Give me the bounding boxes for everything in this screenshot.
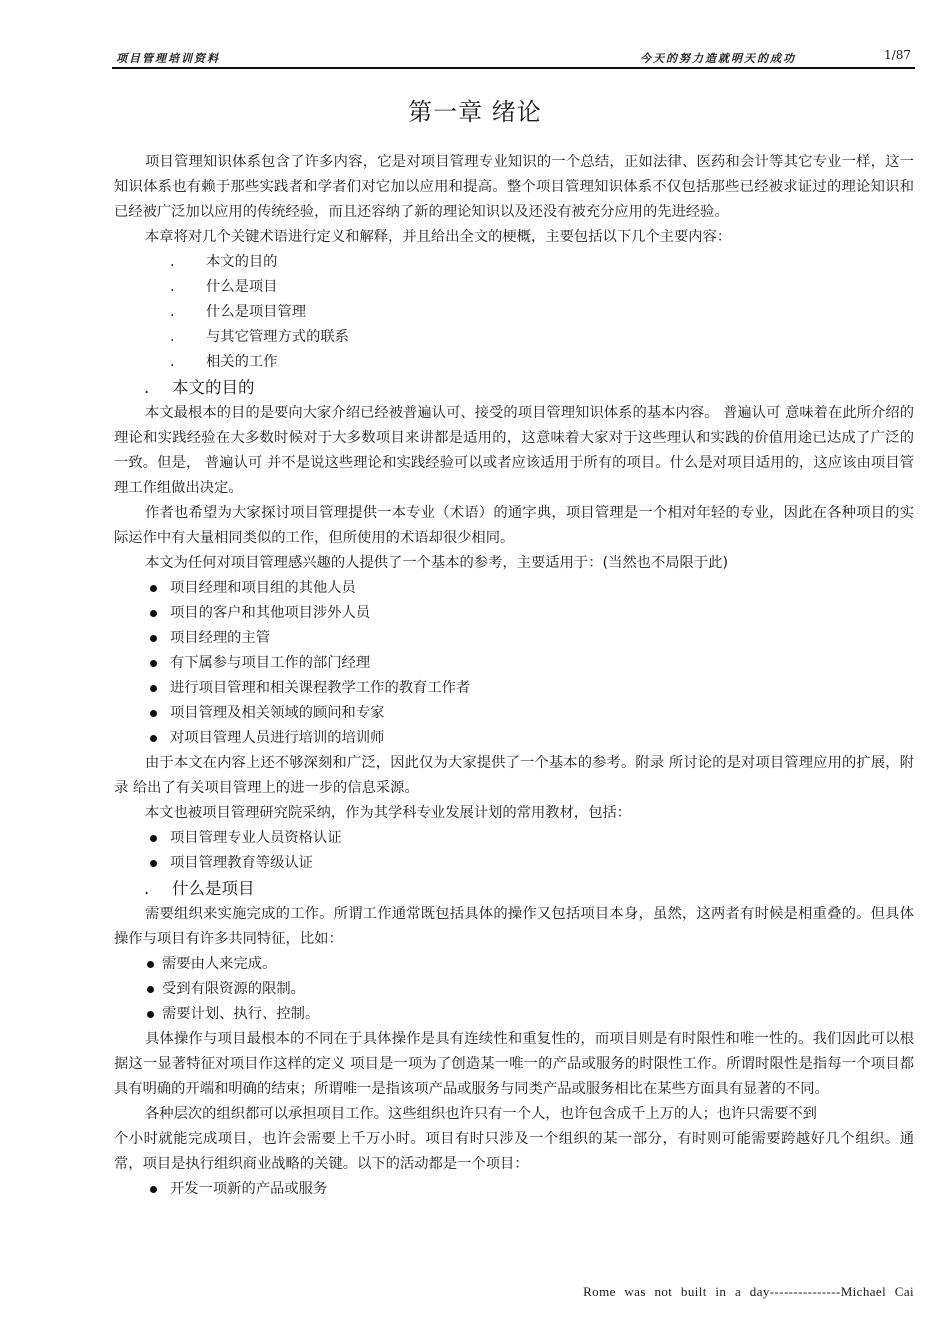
toc-item <box>114 250 914 275</box>
toc-marker: . <box>170 354 175 370</box>
section1-paragraph-3: 本文为任何对项目管理感兴趣的人提供了一个基本的参考，主要适用于：(当然也不局限于此) <box>145 555 729 571</box>
audience-item: 项目经理和项目组的其他人员 <box>114 576 914 601</box>
audience-item: 有下属参与项目工作的部门经理 <box>114 651 914 676</box>
section-marker: . <box>144 378 150 397</box>
section1-paragraph-2: 作者也希望为大家探讨项目管理提供一本专业（术语）的通字典，项目管理是一个相对年轻的专业，因此在各种项目的实际运作中有大量相同类似的工作，但所使用的术语却很少相同。 <box>114 505 914 546</box>
section-heading-purpose <box>114 375 914 401</box>
feature-item: 需要由人来完成。 <box>114 952 914 977</box>
toc-item <box>114 300 914 325</box>
section1-paragraph-4: 由于本文在内容上还不够深刻和广泛，因此仅为大家提供了一个基本的参考。附录 所讨论的是对项目管理应用的扩展，附录 给出了有关项目管理上的进一步的信息采源。 <box>114 755 914 796</box>
section2-paragraph-3-line1: 各种层次的组织都可以承担项目工作。这些组织也许只有一个人，也许包含成千上万的人；也许只需要不到 <box>145 1106 817 1122</box>
section2-paragraph-1: 需要组织来实施完成的工作。所谓工作通常既包括具体的操作又包括项目本身，虽然，这两者有时候是相重叠的。但具体操作与项目有许多共同特征，比如： <box>114 906 914 947</box>
bullet-dot-icon <box>150 685 157 692</box>
page-header <box>112 50 915 68</box>
toc-item-label: 相关的工作 <box>206 354 278 370</box>
bullet-dot-icon <box>150 735 157 742</box>
bullet-dot-icon <box>150 585 157 592</box>
audience-item: 对项目管理人员进行培训的培训师 <box>114 726 914 751</box>
toc-marker: . <box>170 279 175 295</box>
bullet-dot-icon <box>147 961 154 968</box>
section1-paragraph-5: 本文也被项目管理研究院采纳，作为其学科专业发展计划的常用教材，包括： <box>145 805 632 821</box>
page-footer-quote: Rome was not built in a day---------------Michael Cai <box>583 1284 914 1299</box>
toc-marker: . <box>170 329 175 345</box>
toc-item <box>114 275 914 300</box>
bullet-dot-icon <box>150 635 157 642</box>
feature-item: 需要计划、执行、控制。 <box>114 1002 914 1027</box>
bullet-dot-icon <box>147 986 154 993</box>
toc-item <box>114 350 914 375</box>
cert-item: 项目管理专业人员资格认证 <box>114 826 914 851</box>
toc-item-label: 与其它管理方式的联系 <box>206 329 349 345</box>
bullet-dot-icon <box>150 710 157 717</box>
audience-item: 项目的客户和其他项目涉外人员 <box>114 601 914 626</box>
page-number: 1/87 <box>884 48 911 62</box>
bullet-dot-icon <box>150 610 157 617</box>
header-doc-title: 项目管理培训资料 <box>116 52 220 65</box>
intro-paragraph-1: 项目管理知识体系包含了许多内容，它是对项目管理专业知识的一个总结，正如法律、医药和会计等其它专业一样，这一知识体系也有赖于那些实践者和学者们对它加以应用和提高。整个项目管理知识体系不仅包括那些已经被求证过的理论知识和已经被广泛加以应用的传统经验，而且还容纳了新的理论知识以及还没有被充分应用的先进经验。 <box>114 154 914 220</box>
section-heading-project <box>114 876 914 902</box>
toc-item-label: 本文的目的 <box>206 254 278 270</box>
bullet-dot-icon <box>147 1011 154 1018</box>
cert-item: 项目管理教育等级认证 <box>114 851 914 876</box>
section1-paragraph-1: 本文最根本的目的是要向大家介绍已经被普遍认可、接受的项目管理知识体系的基本内容。 普遍认可 意味着在此所介绍的理论和实践经验在大多数时候对于大多数项目来讲都是适用的，这意味着大家对于这些理认和实践的价值用途已达成了广泛的一致。但是， 普遍认可 并不是说这些理论和实践经验可以或者应该适用于所有的项目。什么是对项目适用的，这应该由项目管理工作组做出决定。 <box>114 405 914 496</box>
section2-paragraph-2: 具体操作与项目最根本的不同在于具体操作是具有连续性和重复性的，而项目则是有时限性和唯一性的。我们因此可以根据这一显著特征对项目作这样的定义 项目是一项为了创造某一唯一的产品或服务的时限性工作。所谓时限性是指每一个项目都具有明确的开端和明确的结束；所谓唯一是指该项产品或服务与同类产品或服务相比在某些方面具有显著的不同。 <box>114 1031 914 1097</box>
section2-paragraph-3-rest: 个小时就能完成项目，也许会需要上千万小时。项目有时只涉及一个组织的某一部分，有时则可能需要跨越好几个组织。通常，项目是执行组织商业战略的关键。以下的活动都是一个项目： <box>114 1131 914 1172</box>
activity-item: 开发一项新的产品或服务 <box>114 1177 914 1202</box>
feature-item: 受到有限资源的限制。 <box>114 977 914 1002</box>
intro-paragraph-2: 本章将对几个关键术语进行定义和解释，并且给出全文的梗概，主要包括以下几个主要内容： <box>145 229 732 245</box>
section-heading-text: 本文的目的 <box>172 378 255 397</box>
section-heading-text: 什么是项目 <box>172 879 255 898</box>
bullet-dot-icon <box>150 1186 157 1193</box>
header-rule <box>112 67 915 69</box>
audience-item: 项目管理及相关领域的顾问和专家 <box>114 701 914 726</box>
toc-item <box>114 325 914 350</box>
section-marker: . <box>144 879 150 898</box>
chapter-title: 第一章 绪论 <box>408 98 542 126</box>
toc-marker: . <box>170 304 175 320</box>
document-body <box>114 150 914 1202</box>
bullet-dot-icon <box>150 660 157 667</box>
header-motto: 今天的努力造就明天的成功 <box>640 52 796 65</box>
toc-item-label: 什么是项目 <box>206 279 278 295</box>
bullet-dot-icon <box>150 835 157 842</box>
toc-item-label: 什么是项目管理 <box>206 304 307 320</box>
bullet-dot-icon <box>150 860 157 867</box>
audience-item: 进行项目管理和相关课程教学工作的教育工作者 <box>114 676 914 701</box>
audience-item: 项目经理的主管 <box>114 626 914 651</box>
toc-marker: . <box>170 254 175 270</box>
